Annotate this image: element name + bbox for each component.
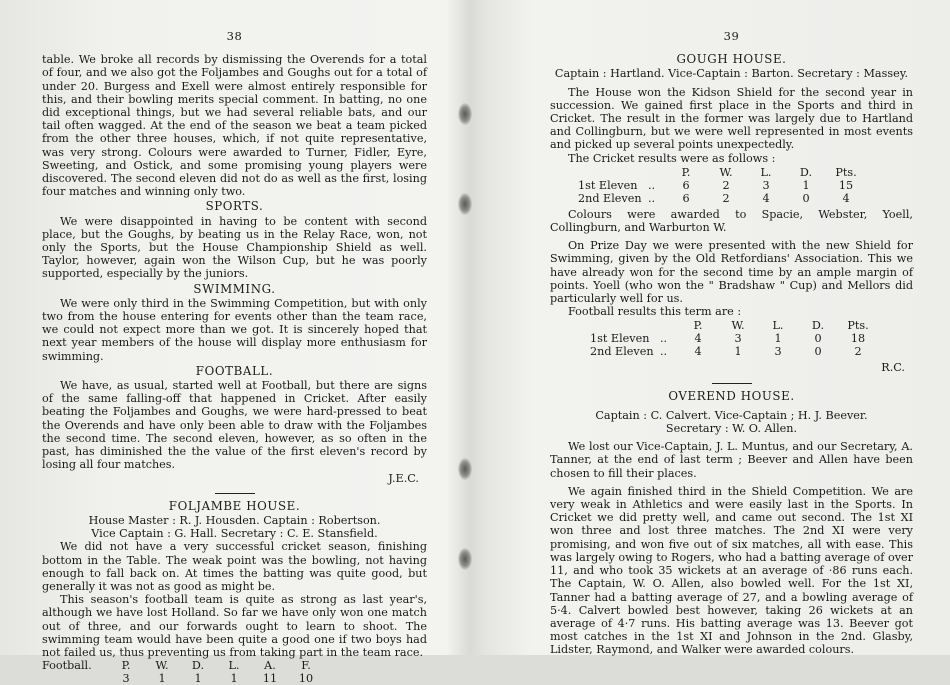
football-paragraph: We have, as usual, started well at Football, but there are signs of the same falling-off that happened in Cricket. After easily beating the Foljambes and Goughs, we were hard-pressed to beat the Overends and have only been able to draw with the Foljambes the second time. The second eleven, however, as so often in the past, has diminished the the value of the first eleven's record by losing all four matches.	[42, 379, 427, 472]
table-row	[590, 332, 878, 345]
row-dots: ..	[648, 178, 656, 192]
section-divider	[215, 493, 255, 494]
table-header-cell: P.	[121, 659, 131, 673]
overend-officers-line1: Captain : C. Calvert. Vice-Captain ; H. J. Beever.	[595, 408, 868, 422]
table-cell: 3	[774, 345, 782, 359]
gough-officers: Captain : Hartland. Vice-Captain : Barton. Secretary : Massey.	[554, 67, 909, 81]
signature-rc: R.C.	[881, 361, 905, 375]
overend-officers-line2: Secretary : W. O. Allen.	[665, 422, 798, 436]
gough-football-table	[590, 319, 878, 358]
table-cell: 2	[722, 191, 730, 205]
table-row	[42, 672, 324, 685]
table-header-cell: P.	[693, 319, 703, 333]
overend-paragraph-1: We lost our Vice-Captain, J. L. Muntus, and our Secretary, A. Tanner, at the end of last term ; Beever and Allen have been chosen to fill their places.	[550, 440, 913, 480]
table-cell: 2	[722, 178, 730, 192]
foljambe-cricket-paragraph: We did not have a very successful cricket season, finishing bottom in the Table. The weak point was the bowling, not having enough to fall back on. At times the batting was quite good, but generally it was not as good as might be.	[42, 540, 427, 593]
cricket-intro: The Cricket results were as follows :	[568, 151, 776, 165]
table-row	[578, 192, 866, 205]
right-page	[478, 0, 950, 655]
table-cell: 1	[802, 178, 810, 192]
table-header-cell: Football.	[42, 659, 92, 673]
table-header-cell: F.	[301, 659, 311, 673]
table-header-cell: L.	[760, 165, 772, 179]
table-cell: 6	[682, 178, 690, 192]
table-cell: 1	[158, 672, 166, 685]
table-header-cell: Pts.	[847, 319, 869, 333]
table-header-cell: L.	[228, 659, 240, 673]
prize-day-paragraph: On Prize Day we were presented with the new Shield for Swimming, given by the Old Retfordians' Association. This we have already won for the second time by an ample margin of points. Yoell (who won the " Bradshaw " Cup) and Mellors did particularly well for us.	[550, 239, 913, 306]
table-cell: 3	[734, 332, 742, 346]
row-label: 2nd Eleven	[590, 345, 654, 359]
table-cell: 4	[842, 191, 850, 205]
table-cell: 0	[814, 345, 822, 359]
table-cell: 2	[854, 345, 862, 359]
table-cell: 6	[682, 191, 690, 205]
table-cell: 4	[694, 345, 702, 359]
sports-paragraph: We were disappointed in having to be content with second place, but the Goughs, by beating us in the Relay Race, won, not only the Sports, but the House Championship Shield as well. Taylor, however, again won the Wilson Cup, but he was poorly supported, especially by the juniors.	[42, 214, 427, 281]
row-dots: ..	[660, 345, 668, 359]
row-dots: ..	[648, 191, 656, 205]
table-header-cell: A.	[264, 659, 276, 673]
table-cell: 0	[802, 191, 810, 205]
binding-hole	[458, 548, 472, 570]
foljambe-football-table	[42, 659, 324, 685]
table-cell: 1	[230, 672, 238, 685]
row-label: 2nd Eleven	[578, 191, 642, 205]
page-number-left: 38	[226, 29, 243, 43]
section-divider	[712, 383, 752, 384]
table-header-cell: P.	[681, 165, 691, 179]
signature-jec: J.E.C.	[388, 471, 419, 485]
gough-heading: GOUGH HOUSE.	[676, 52, 787, 67]
gough-paragraph: The House won the Kidson Shield for the second year in succession. We gained first place in the Sports and third in Cricket. The result in the former was largely due to Hartland and Collingburn, but we were well represented in most events and picked up several points unexpectedly.	[550, 85, 913, 152]
table-cell: 1	[194, 672, 202, 685]
table-header-cell: D.	[191, 659, 205, 673]
overend-paragraph-2: We again finished third in the Shield Competition. We are very weak in Athletics and were easily last in the Sports. In Cricket we did pretty well, and came out second. The 1st XI won three and lost three matches. The 2nd XI were very promising, and won five out of six matches, all with ease. This was largely owing to Rogers, who had a batting average of over 11, and who took 35 wickets at an average of ·86 runs each. The Captain, W. O. Allen, also bowled well. For the 1st XI, Tanner had a batting average of 27, and a bowling average of 5·4. Calvert bowled best however, taking 26 wickets at an average of 4·7 runs. His batting average was 13. Beever got most catches in the 1st XI and Johnson in the 2nd. Glasby, Lidster, Raymond, and Walker were awarded colours.	[550, 484, 913, 657]
sports-heading: SPORTS.	[205, 199, 264, 214]
table-cell: 4	[762, 191, 770, 205]
foljambe-officers-line2: Vice Captain : G. Hall. Secretary : C. E. Stansfield.	[91, 527, 378, 541]
table-header-row	[590, 319, 878, 332]
binding-hole	[458, 193, 472, 215]
table-row	[590, 345, 878, 358]
table-cell: 3	[762, 178, 770, 192]
table-cell: 1	[734, 345, 742, 359]
table-header-cell: D.	[811, 319, 825, 333]
colours-paragraph: Colours were awarded to Spacie, Webster, Yoell, Collingburn, and Warburton W.	[550, 207, 913, 235]
table-cell: 3	[122, 672, 130, 685]
page-number-right: 39	[723, 29, 740, 43]
table-header-cell: W.	[155, 659, 169, 673]
row-dots: ..	[660, 332, 668, 346]
overend-heading: OVEREND HOUSE.	[668, 388, 795, 403]
table-header-row	[578, 166, 866, 179]
table-header-cell: D.	[799, 165, 813, 179]
table-cell: 15	[838, 178, 854, 192]
table-cell: 0	[814, 332, 822, 346]
swimming-paragraph: We were only third in the Swimming Competition, but with only two from the house entering for events other than the team race, we could not expect more than we got. It is sincerely hoped that next year members of the house will display more enthusiasm for swimming.	[42, 296, 427, 363]
table-cell: 18	[850, 332, 866, 346]
row-label: 1st Eleven	[578, 178, 638, 192]
table-row	[578, 179, 866, 192]
table-header-cell: Pts.	[835, 165, 857, 179]
row-label: 1st Eleven	[590, 332, 650, 346]
binding-hole	[458, 103, 472, 125]
table-header-cell: L.	[772, 319, 784, 333]
binding-hole	[458, 458, 472, 480]
foljambe-heading: FOLJAMBE HOUSE.	[168, 498, 301, 513]
table-cell: 1	[774, 332, 782, 346]
foljambe-officers-line1: House Master : R. J. Housden. Captain : Robertson.	[88, 513, 381, 527]
table-cell: 4	[694, 332, 702, 346]
table-cell: 10	[298, 672, 314, 685]
table-header-cell: W.	[719, 165, 733, 179]
swimming-heading: SWIMMING.	[193, 281, 276, 296]
football-heading: FOOTBALL.	[195, 363, 274, 378]
foljambe-football-paragraph: This season's football team is quite as strong as last year's, although we have lost Holland. So far we have only won one match out of three, and our forwards ought to learn to shoot. The swimming team would have been quite a good one if two boys had not failed us, thus preventing us from taking part in the team race.	[42, 593, 427, 659]
football-intro: Football results this term are :	[568, 305, 742, 319]
table-cell: 11	[262, 672, 278, 685]
table-header-row	[42, 659, 324, 672]
cricket-continued-paragraph: table. We broke all records by dismissing the Overends for a total of four, and we also got the Foljambes and Goughs out for a total of under 20. Burgess and Exell were almost entirely responsible for this, and their bowling merits special comment. In batting, no one did exceptional things, but we had several reliable bats, and our tail often wagged. At the end of the season we beat a team picked from the other three houses, which, if not quite representative, was very strong. Colours were awarded to Turner, Fidler, Eyre, Sweeting, and Ostick, and some promising young players were discovered. The second eleven did not do as well as the first, losing four matches and winning only two.	[42, 53, 427, 199]
table-header-cell: W.	[731, 319, 745, 333]
gough-cricket-table	[578, 166, 866, 205]
